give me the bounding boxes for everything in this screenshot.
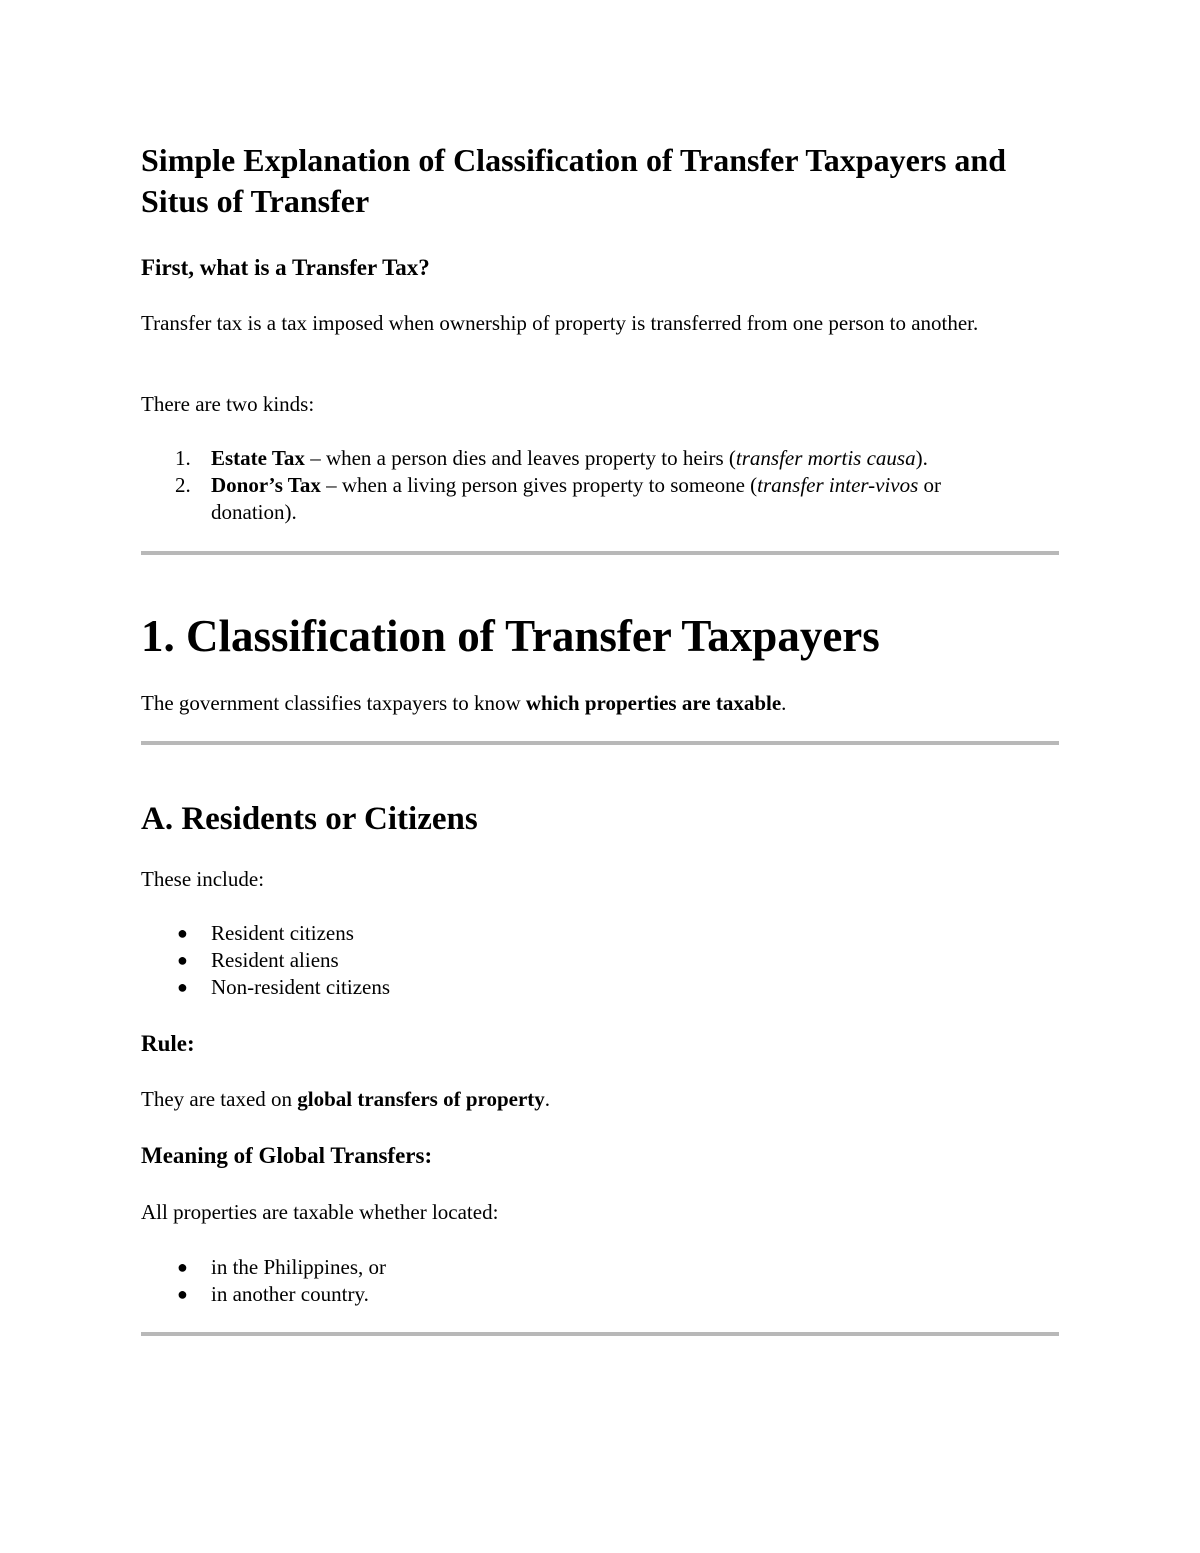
bullet-icon: ● [177,1257,188,1277]
list-number: 1. [175,446,191,470]
document-title: Simple Explanation of Classification of Transfer Taxpayers and Situs of Transfer [141,142,1007,219]
kinds-lead: There are two kinds: [141,392,315,416]
divider [141,741,1059,745]
section-a-heading: A. Residents or Citizens [141,801,478,837]
bullet-icon: ● [177,977,188,997]
donors-tax-desc: – when a living person gives property to someone ( [320,473,758,497]
donors-tax-end: or donation). [211,473,942,524]
list-item [141,1281,1059,1308]
location-item-text: in another country. [211,1282,369,1306]
meaning-heading: Meaning of Global Transfers: [141,1143,433,1168]
section-1-lead [141,690,786,717]
include-item-text: Resident aliens [211,948,339,972]
meaning-lead: All properties are taxable whether located: [141,1200,499,1224]
list-item-estate-tax [141,445,1059,472]
location-item-text: in the Philippines, or [211,1255,386,1279]
section-1-lead-end: . [781,691,787,715]
donors-tax-italic: transfer inter-vivos [757,473,919,497]
divider [141,1332,1059,1336]
list-item [141,920,1059,947]
estate-tax-end: ). [915,446,928,470]
list-item-donors-tax [141,472,1059,526]
list-item [141,947,1059,974]
divider [141,551,1059,555]
section-1-lead-bold: which properties are taxable [525,691,782,715]
transfer-tax-definition: Transfer tax is a tax imposed when ownership of property is transferred from one person to another. [141,311,979,335]
include-item-text: Resident citizens [211,921,354,945]
donors-tax-term: Donor’s Tax [211,473,321,497]
list-item [141,974,1059,1001]
rule-text-bold: global transfers of property [297,1087,545,1111]
bullet-icon: ● [177,923,188,943]
list-number: 2. [175,473,191,497]
section-1-lead-text: The government classifies taxpayers to know [141,691,526,715]
includes-lead: These include: [141,867,265,891]
rule-heading: Rule: [141,1031,195,1056]
rule-text [141,1086,550,1113]
rule-text-end: . [544,1087,551,1111]
estate-tax-italic: transfer mortis causa [735,446,916,470]
estate-tax-term: Estate Tax [211,446,305,470]
bullet-icon: ● [177,1284,188,1304]
estate-tax-desc: – when a person dies and leaves property to heirs ( [304,446,736,470]
intro-heading: First, what is a Transfer Tax? [141,255,430,280]
include-item-text: Non-resident citizens [211,975,391,999]
bullet-icon: ● [177,950,188,970]
section-1-heading: 1. Classification of Transfer Taxpayers [141,611,880,661]
rule-text-start: They are taxed on [141,1087,298,1111]
list-item [141,1254,1059,1281]
